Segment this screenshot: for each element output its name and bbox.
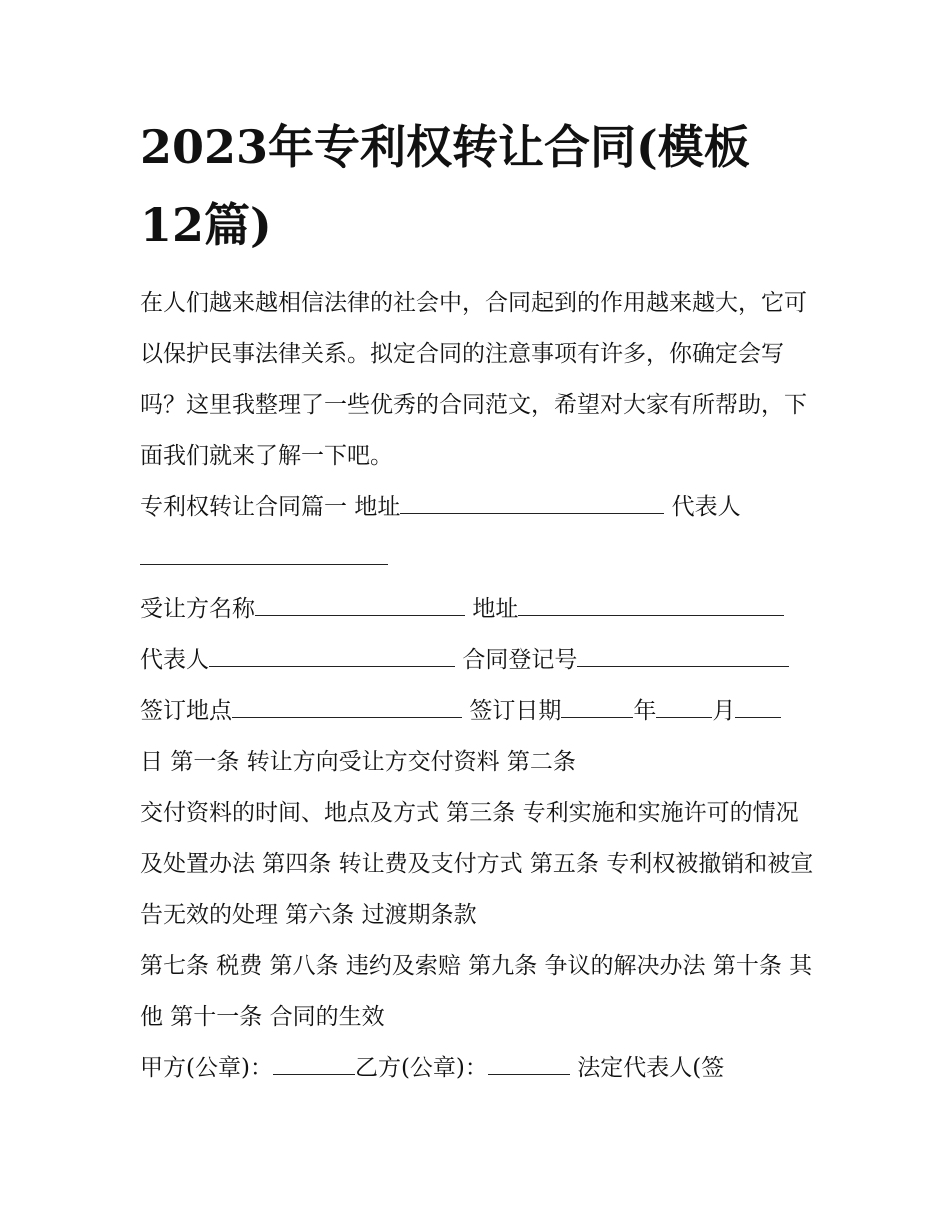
clauses-a: 第一条 转让方向受让方交付资料 第二条 xyxy=(170,749,576,775)
transferee-name-blank xyxy=(255,595,465,616)
party-b-blank xyxy=(488,1054,570,1075)
signature-line xyxy=(140,1043,820,1094)
sign-line xyxy=(140,686,820,737)
clauses-paragraph-c: 第七条 税费 第八条 违约及索赔 第九条 争议的解决办法 第十条 其他 第十一条 合同的生效 xyxy=(140,953,813,1030)
title-line-1: 2023年专利权转让合同(模板 xyxy=(140,120,750,174)
representative-line xyxy=(140,635,820,686)
party-a-label: 甲方(公章)： xyxy=(140,1055,273,1081)
month-blank xyxy=(656,697,712,718)
section1-heading: 专利权转让合同篇一 xyxy=(140,494,347,520)
sign-date-label: 签订日期 xyxy=(469,698,562,724)
year-label: 年 xyxy=(633,698,657,724)
clauses-line-a xyxy=(140,737,820,788)
day-label: 日 xyxy=(140,749,163,775)
transferee-representative-label: 代表人 xyxy=(140,647,209,673)
transferee-address-label: 地址 xyxy=(472,596,519,622)
transferor-representative-blank xyxy=(140,544,388,565)
year-blank xyxy=(561,697,633,718)
representative-label: 代表人 xyxy=(671,494,741,520)
intro-paragraph: 在人们越来越相信法律的社会中，合同起到的作用越来越大，它可以保护民事法律关系。拟定合同的注意事项有许多，你确定会写吗？这里我整理了一些优秀的合同范文，希望对大家有所帮助，下面我们就来了解一下吧。 xyxy=(140,290,807,469)
transferee-address-blank xyxy=(518,595,784,616)
contract-reg-no-blank xyxy=(577,646,789,667)
title-line-2: 12篇) xyxy=(140,198,272,252)
contract-reg-no-label: 合同登记号 xyxy=(462,647,578,673)
document-page xyxy=(140,108,820,1094)
transferee-representative-blank xyxy=(209,646,455,667)
section1-line-1 xyxy=(140,482,820,533)
sign-place-label: 签订地点 xyxy=(140,698,232,724)
address-label: 地址 xyxy=(354,494,401,520)
document-title xyxy=(140,108,820,264)
party-a-blank xyxy=(273,1054,355,1075)
transferor-address-blank xyxy=(400,493,664,514)
sign-place-blank xyxy=(232,697,462,718)
month-label: 月 xyxy=(712,698,736,724)
section1-line-2 xyxy=(140,533,820,584)
day-blank xyxy=(735,697,781,718)
transferee-line xyxy=(140,584,820,635)
legal-rep-label: 法定代表人(签 xyxy=(577,1055,725,1081)
clauses-paragraph-b: 交付资料的时间、地点及方式 第三条 专利实施和实施许可的情况及处置办法 第四条 转让费及支付方式 第五条 专利权被撤销和被宣告无效的处理 第六条 过渡期条款 xyxy=(140,800,814,928)
party-b-label: 乙方(公章)： xyxy=(354,1055,488,1081)
transferee-name-label: 受让方名称 xyxy=(140,596,255,622)
